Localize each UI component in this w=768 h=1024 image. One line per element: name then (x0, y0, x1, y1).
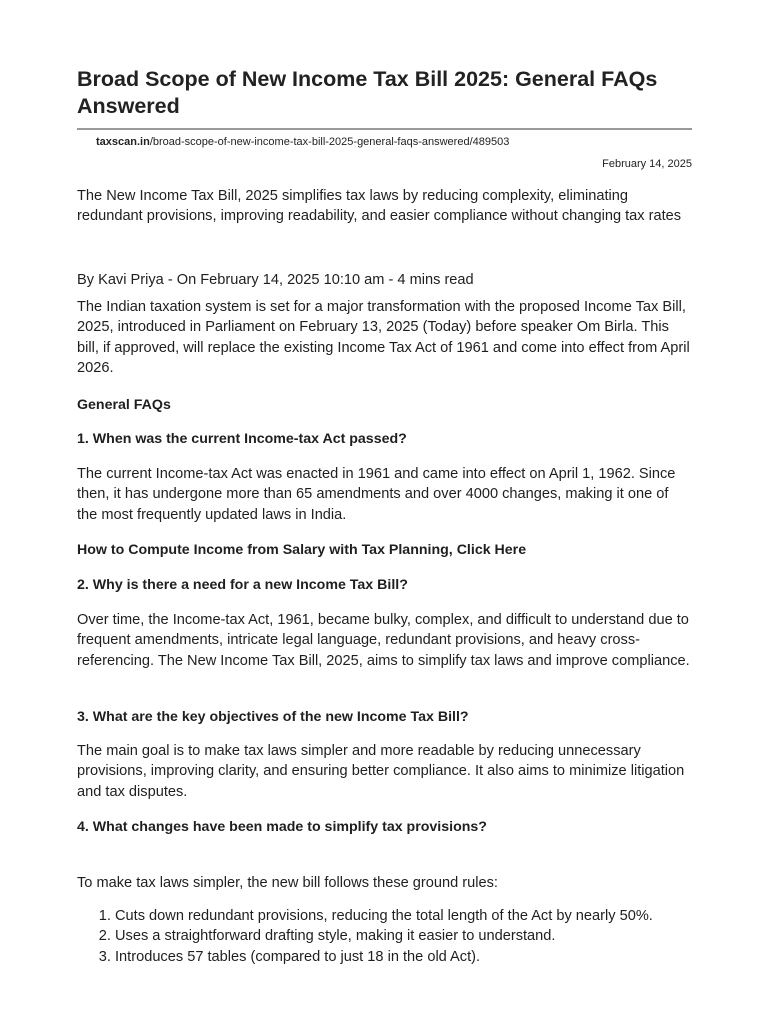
general-faqs-heading: General FAQs (77, 397, 171, 413)
faq-answer-2: Over time, the Income-tax Act, 1961, became bulky, complex, and difficult to understand due to frequent amendments, intricate legal language, redundant provisions, and heavy cross-referencing. The New Income Tax Bill, 2025, aims to simplify tax laws and improve compliance. (77, 612, 690, 669)
title-divider (77, 128, 692, 130)
url-path: /broad-scope-of-new-income-tax-bill-2025-general-faqs-answered/489503 (149, 136, 510, 148)
list-item: 2. Uses a straightforward drafting style, making it easier to understand. (115, 926, 653, 946)
faq-answer-4-intro: To make tax laws simpler, the new bill follows these ground rules: (77, 875, 498, 891)
faq-answer-1: The current Income-tax Act was enacted in 1961 and came into effect on April 1, 1962. Since then, it has undergone more than 65 amendments and over 4000 changes, making it one of the most frequently updated laws in India. (77, 466, 676, 523)
list-item: 1. Cuts down redundant provisions, reducing the total length of the Act by nearly 50%. (115, 906, 653, 926)
list-item: 3. Introduces 57 tables (compared to just 18 in the old Act). (115, 947, 653, 967)
ground-rules-list (77, 906, 653, 967)
article-intro: The Indian taxation system is set for a major transformation with the proposed Income Tax Bill, 2025, introduced in Parliament on February 13, 2025 (Today) before speaker Om Birla. This bill, if approved, will replace the existing Income Tax Act of 1961 and come into effect from April 2026. (77, 299, 690, 377)
source-url[interactable] (96, 136, 509, 148)
faq-question-4: 4. What changes have been made to simplify tax provisions? (77, 819, 487, 835)
article-summary: The New Income Tax Bill, 2025 simplifies tax laws by reducing complexity, eliminating redundant provisions, improving readability, and easier compliance without changing tax rates (77, 188, 682, 225)
faq-question-3: 3. What are the key objectives of the new Income Tax Bill? (77, 709, 469, 725)
article-date: February 14, 2025 (602, 158, 692, 170)
faq-question-1: 1. When was the current Income-tax Act passed? (77, 431, 407, 447)
article-byline: By Kavi Priya - On February 14, 2025 10:10 am - 4 mins read (77, 272, 474, 288)
faq-question-2: 2. Why is there a need for a new Income Tax Bill? (77, 577, 408, 593)
faq-answer-3: The main goal is to make tax laws simpler and more readable by reducing unnecessary provisions, improving clarity, and ensuring better compliance. It also aims to minimize litigation and tax disputes. (77, 743, 685, 800)
url-domain: taxscan.in (96, 136, 150, 148)
promo-link[interactable]: How to Compute Income from Salary with Tax Planning, Click Here (77, 542, 527, 558)
article-title: Broad Scope of New Income Tax Bill 2025: General FAQs Answered (77, 67, 658, 118)
